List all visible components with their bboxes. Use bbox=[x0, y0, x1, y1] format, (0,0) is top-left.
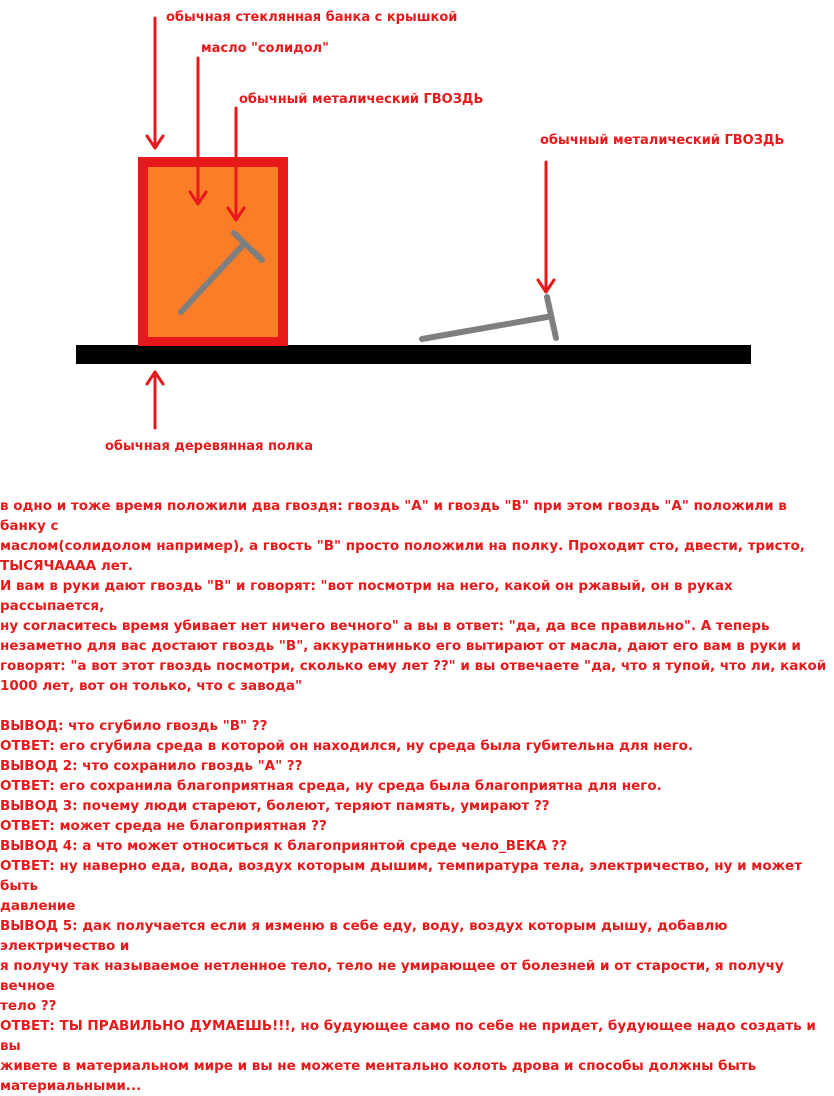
qa-line: ВЫВОД 4: а что может относиться к благоприянтой среде чело_ВЕКА ?? bbox=[0, 838, 568, 854]
label-shelf: обычная деревянная полка bbox=[105, 439, 313, 454]
qa-line: ВЫВОД 3: почему люди стареют, болеют, теряют память, умирают ?? bbox=[0, 798, 550, 814]
story-line: ТЫСЯЧАААА лет. bbox=[0, 558, 133, 574]
qa-line: ОТВЕТ: может среда не благоприятная ?? bbox=[0, 818, 327, 834]
label-nail-in-jar: обычный металический ГВОЗДЬ bbox=[239, 92, 484, 107]
story-line: в одно и тоже время положили два гвоздя: гвоздь "А" и гвоздь "В" при этом гвоздь "А" положили в банку с bbox=[0, 498, 787, 534]
qa-line: ОТВЕТ: ТЫ ПРАВИЛЬНО ДУМАЕШЬ!!!, но будующее само по себе не придет, будующее надо создать и вы bbox=[0, 1018, 816, 1054]
qa-line: тело ?? bbox=[0, 998, 57, 1014]
nail-on-shelf bbox=[422, 297, 556, 339]
qa-line: ОТВЕТ: ну наверно еда, вода, воздух которым дышим, темпиратура тела, электричество, ну и может быть bbox=[0, 858, 803, 894]
qa-line: материальными... bbox=[0, 1078, 142, 1094]
story-line: И вам в руки дают гвоздь "В" и говорят: "вот посмотри на него, какой он ржавый, он в руках рассыпается, bbox=[0, 578, 733, 614]
qa-line: ОТВЕТ: его сгубила среда в которой он находился, ну среда была губительна для него. bbox=[0, 738, 694, 754]
qa-line: ВЫВОД 2: что сохранило гвоздь "А" ?? bbox=[0, 758, 303, 774]
story-line: говорят: "а вот этот гвоздь посмотри, сколько ему лет ??" и вы отвечаете "да, что я тупой, что ли, какой bbox=[0, 658, 827, 674]
label-jar: обычная стеклянная банка с крышкой bbox=[166, 10, 458, 25]
story-line: маслом(солидолом например), а гвость "В" просто положили на полку. Проходит сто, двести, тристо, bbox=[0, 538, 805, 554]
qa-line: живете в материальном мире и вы не можете ментально колоть дрова и способы должны быть bbox=[0, 1058, 757, 1074]
label-oil: масло "солидол" bbox=[201, 41, 329, 56]
story-line: незаметно для вас достают гвоздь "В", аккуратнинько его вытирают от масла, дают его вам в руки и bbox=[0, 638, 801, 654]
label-nail-on-shelf: обычный металический ГВОЗДЬ bbox=[540, 133, 785, 148]
qa-line: давление bbox=[0, 898, 76, 914]
diagram bbox=[0, 0, 834, 470]
qa-line: ВЫВОД 5: дак получается если я изменю в себе еду, воду, воздух которым дышу, добавлю электричество и bbox=[0, 918, 728, 954]
story-line: ну согласитесь время убивает нет ничего вечного" а вы в ответ: "да, да все правильно". А теперь bbox=[0, 618, 770, 634]
qa-line: я получу так называемое нетленное тело, тело не умирающее от болезней и от старости, я получу вечное bbox=[0, 958, 784, 994]
story-line: 1000 лет, вот он только, что с завода" bbox=[0, 678, 302, 694]
qa-line: ОТВЕТ: его сохранила благоприятная среда, ну среда была благоприятна для него. bbox=[0, 778, 662, 794]
qa-line: ВЫВОД: что сгубило гвоздь "В" ?? bbox=[0, 718, 268, 734]
oil-fill bbox=[148, 167, 278, 337]
paragraph-gap bbox=[0, 696, 830, 716]
story-text bbox=[0, 496, 830, 1096]
shelf bbox=[76, 345, 751, 364]
